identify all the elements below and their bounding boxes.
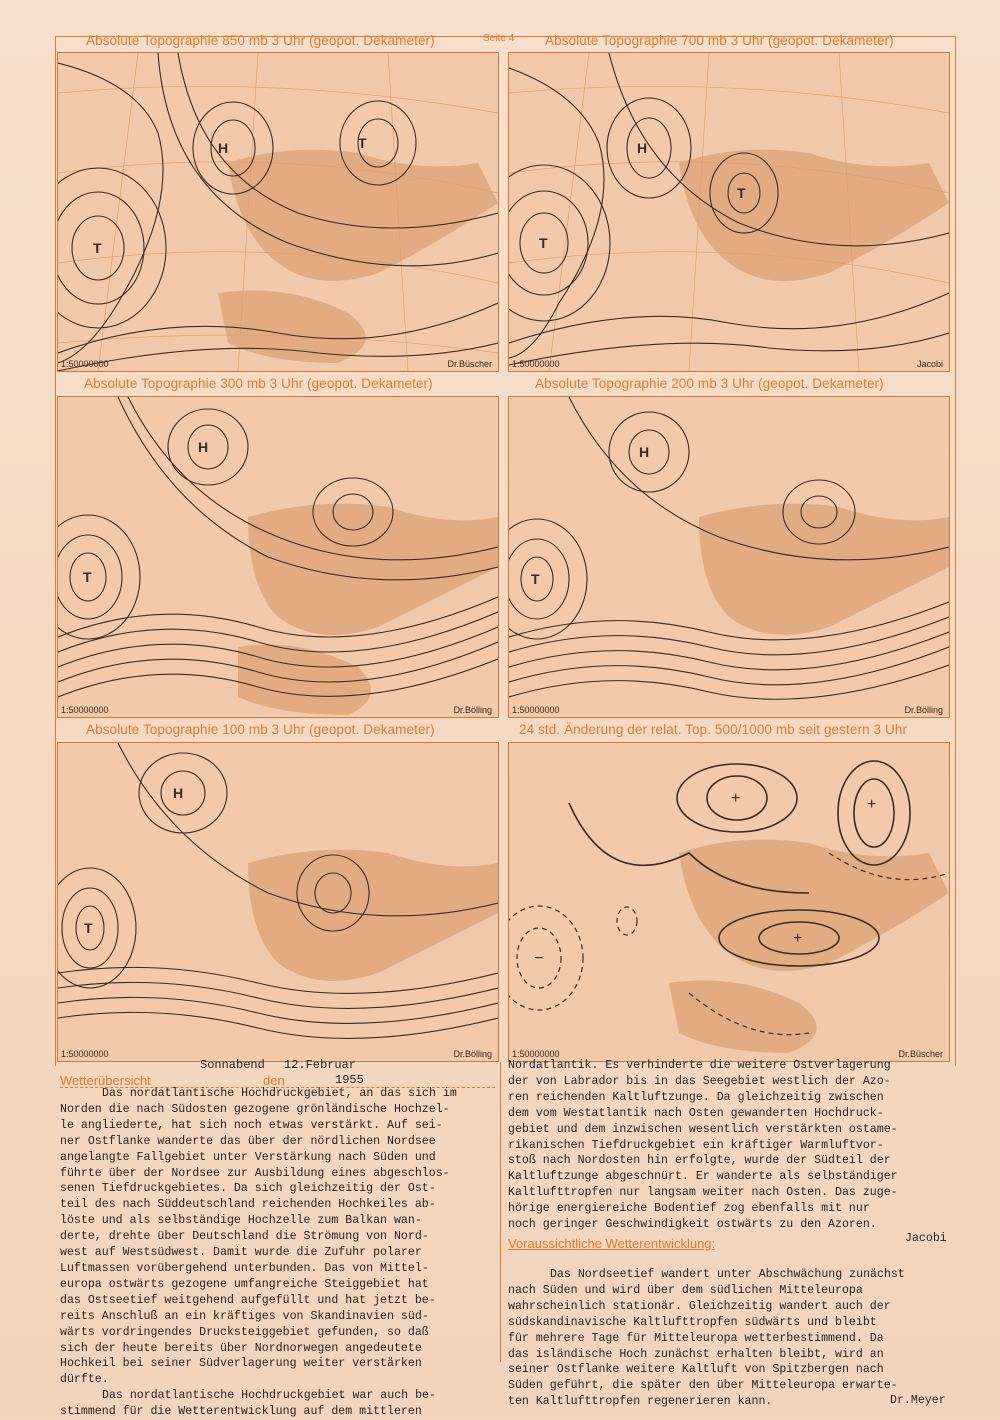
- overview-left-column: [60, 1086, 500, 1420]
- text-line: Das nordatlantische Hochdruckgebiet war auch be-: [102, 1389, 436, 1403]
- map-100mb: [57, 742, 499, 1062]
- svg-text:H: H: [173, 785, 184, 801]
- svg-text:−: −: [534, 950, 544, 967]
- text-line: senen Tiefdruckgebietes. Da sich gleichzeitig der Ost-: [60, 1182, 436, 1196]
- report-weekday: Sonnabend: [200, 1058, 265, 1072]
- svg-text:+: +: [793, 930, 803, 947]
- map-300mb: [57, 396, 499, 718]
- map-author-300: Dr.Bölling: [453, 705, 492, 715]
- text-line: südskandinavische Kaltlufttropfen südwärts und bleibt: [508, 1315, 877, 1329]
- map-850mb: [57, 52, 499, 372]
- text-line: Luftmassen vorübergehend unterbunden. Das von Mittel-: [60, 1261, 429, 1275]
- map-title-200: Absolute Topographie 200 mb 3 Uhr (geopot. Dekameter): [535, 376, 884, 391]
- svg-text:T: T: [737, 185, 746, 201]
- map-24h-change: [508, 742, 950, 1062]
- map-title-change: 24 std. Änderung der relat. Top. 500/1000 mb seit gestern 3 Uhr: [519, 722, 908, 737]
- text-line: sich der heute bereits über Nordnorwegen angedeutete: [60, 1341, 422, 1355]
- map-200mb: [508, 396, 950, 718]
- text-line: das isländische Hoch zunächst erhalten bleibt, wird an: [508, 1347, 884, 1361]
- weather-overview-heading: Wetterübersicht: [60, 1073, 151, 1088]
- svg-text:H: H: [637, 140, 648, 156]
- map-author-850: Dr.Büscher: [447, 359, 492, 369]
- right-frame-rule: [955, 36, 956, 1066]
- text-line: stoß nach Nordosten hin erfolgte, wurde der Südteil der: [508, 1154, 891, 1168]
- svg-text:T: T: [84, 920, 93, 936]
- text-line: dem vom Westatlantik nach Osten gewanderten Hochdruck-: [508, 1106, 884, 1120]
- map-scale-850: 1:50000000: [61, 359, 109, 369]
- text-line: ten Kaltlufttropfen regenerieren kann.: [508, 1395, 773, 1409]
- map-author-100: Dr.Bölling: [453, 1049, 492, 1059]
- map-700mb: [508, 52, 950, 372]
- text-line: europa ostwärts gezogene umfangreiche Steiggebiet hat: [60, 1277, 429, 1291]
- svg-text:T: T: [539, 235, 548, 251]
- text-line: das Ostseetief weitgehend aufgefüllt und hat jetzt be-: [60, 1293, 436, 1307]
- map-title-300: Absolute Topographie 300 mb 3 Uhr (geopot. Dekameter): [84, 376, 433, 391]
- contour-map-300: [58, 397, 498, 717]
- text-line: Hochkeil bei seiner Südverlagerung weiter verstärken: [60, 1357, 422, 1371]
- text-line: rikanischen Tiefdruckgebiet ein kräftiger Warmluftvor-: [508, 1138, 884, 1152]
- text-line: noch geringer Geschwindigkeit ostwärts zu den Azoren.: [508, 1218, 877, 1232]
- text-line: Nordatlantik. Es verhinderte die weitere Ostverlagerung: [508, 1059, 891, 1072]
- text-line: reits Anschluß an ein kräftiges von Skandinavien süd-: [60, 1309, 429, 1323]
- text-line: für mehrere Tage für Mitteleuropa wetterbestimmend. Da: [508, 1331, 884, 1345]
- report-date: 12.Februar: [284, 1058, 357, 1072]
- map-scale-300: 1:50000000: [61, 705, 109, 715]
- svg-text:T: T: [358, 135, 367, 151]
- report-year: 1955: [335, 1073, 364, 1087]
- text-line: seiner Ostflanke weitere Kaltluft von Spitzbergen nach: [508, 1363, 884, 1377]
- contour-map-100: [58, 743, 498, 1061]
- svg-text:H: H: [198, 439, 209, 455]
- map-author-200: Dr.Bölling: [904, 705, 943, 715]
- map-scale-100: 1:50000000: [61, 1049, 109, 1059]
- text-line: le angliederte, hat sich noch etwas verstärkt. Auf sei-: [60, 1118, 443, 1132]
- text-line: nach Süden und wird über dem südlichen Mitteleuropa: [508, 1283, 863, 1297]
- svg-text:H: H: [218, 140, 229, 156]
- text-line: löste und als selbständige Hochzelle zum Balkan wan-: [60, 1214, 422, 1228]
- text-line: gebiet und dem inzwischen wesentlich verstärkten ostame-: [508, 1122, 898, 1136]
- contour-map-850: [58, 53, 498, 371]
- den-label: den: [263, 1073, 285, 1088]
- text-line: führte über der Nordsee zur Ausbildung eines abgeschlos-: [60, 1166, 450, 1180]
- page-number: Seite 4: [483, 33, 515, 44]
- map-title-100: Absolute Topographie 100 mb 3 Uhr (geopot. Dekameter): [86, 722, 435, 737]
- left-frame-rule: [55, 36, 56, 1066]
- text-line: der von Labrador bis in das Seegebiet westlich der Azo-: [508, 1074, 891, 1088]
- forecast-heading: Voraussichtliche Wetterentwicklung:: [508, 1236, 716, 1251]
- map-scale-change: 1:50000000: [512, 1049, 560, 1059]
- map-author-change: Dr.Büscher: [898, 1049, 943, 1059]
- text-line: Das nordatlantische Hochdruckgebiet, an das sich im: [102, 1087, 457, 1100]
- text-line: teil des nach Süddeutschland reichenden Hochkeiles ab-: [60, 1198, 436, 1212]
- text-line: Das Nordseetief wandert unter Abschwächung zunächst: [550, 1268, 905, 1281]
- text-line: Kaltlufttropfen nur langsam weiter nach Osten. Das zuge-: [508, 1186, 898, 1200]
- map-scale-200: 1:50000000: [512, 705, 560, 715]
- map-title-700: Absolute Topographie 700 mb 3 Uhr (geopot. Dekameter): [545, 33, 894, 48]
- overview-right-column: [508, 1058, 953, 1233]
- svg-text:T: T: [531, 571, 540, 587]
- text-line: wärts vordringendes Drucksteiggebiet gefunden, so daß: [60, 1325, 429, 1339]
- right-signature: Jacobi: [905, 1232, 947, 1245]
- text-line: angelangte Fallgebiet unter Verstärkung nach Süden und: [60, 1150, 436, 1164]
- text-line: Norden die nach Südosten gezogene grönländische Hochzel-: [60, 1102, 450, 1116]
- map-author-700: Jacobi: [916, 359, 943, 369]
- text-line: stimmend für die Wetterentwicklung auf dem mittleren: [60, 1405, 422, 1419]
- svg-text:+: +: [867, 796, 877, 813]
- text-line: dürfte.: [60, 1373, 109, 1387]
- svg-text:T: T: [93, 240, 102, 256]
- svg-text:+: +: [731, 790, 741, 807]
- column-divider: [500, 1062, 501, 1362]
- forecast-column: [508, 1267, 953, 1410]
- text-line: derte, drehte über Deutschland die Strömung von Nord-: [60, 1230, 429, 1244]
- svg-text:T: T: [83, 569, 92, 585]
- text-line: Kaltluftzunge abgeschnürt. Er wanderte als selbständiger: [508, 1170, 898, 1184]
- svg-text:H: H: [639, 444, 650, 460]
- map-title-850: Absolute Topographie 850 mb 3 Uhr (geopot. Dekameter): [86, 33, 435, 48]
- contour-map-200: [509, 397, 949, 717]
- text-line: west auf Westsüdwest. Damit wurde die Zufuhr polarer: [60, 1246, 422, 1260]
- forecast-signature: Dr.Meyer: [890, 1394, 946, 1407]
- text-line: wahrscheinlich stationär. Gleichzeitig wandert auch der: [508, 1299, 891, 1313]
- text-line: hörige energiereiche Bodentief zog ebenfalls mit nur: [508, 1202, 870, 1216]
- text-line: ren reichenden Kaltluftzunge. Da gleichzeitig zwischen: [508, 1090, 884, 1104]
- map-scale-700: 1:50000000: [512, 359, 560, 369]
- text-line: Süden geführt, die später den über Mitteleuropa erwarte-: [508, 1379, 898, 1393]
- text-line: ner Ostflanke wanderte das über der nördlichen Nordsee: [60, 1134, 436, 1148]
- contour-map-700: [509, 53, 949, 371]
- contour-map-change: [509, 743, 949, 1061]
